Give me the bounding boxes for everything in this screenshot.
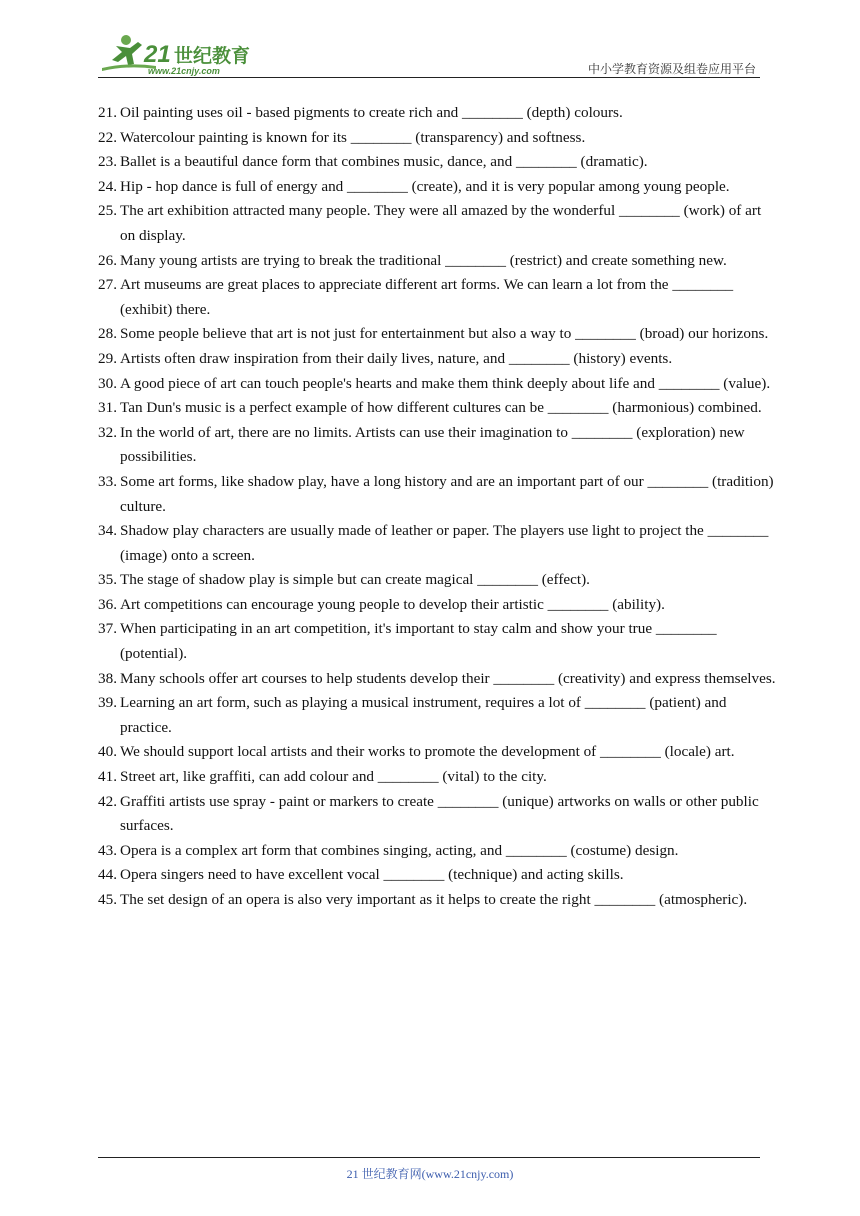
question-text: Shadow play characters are usually made of leather or paper. The players use light to project the ________ (image) onto a screen. xyxy=(120,522,769,564)
question-number: 24. xyxy=(98,177,117,195)
question-number: 29. xyxy=(98,349,117,367)
question-item xyxy=(98,150,778,175)
question-number: 25. xyxy=(98,202,117,220)
question-text: Many schools offer art courses to help students develop their ________ (creativity) and express themselves. xyxy=(120,669,776,687)
question-item xyxy=(98,396,778,421)
question-number: 34. xyxy=(98,522,117,540)
question-item xyxy=(98,175,778,200)
question-number: 23. xyxy=(98,153,117,171)
question-text: Artists often draw inspiration from their daily lives, nature, and ________ (history) events. xyxy=(120,349,673,367)
question-text: In the world of art, there are no limits. Artists can use their imagination to ________ (exploration) new possibilities. xyxy=(120,423,745,466)
question-text: Watercolour painting is known for its ________ (transparency) and softness. xyxy=(120,128,586,146)
footer-text: 21 世纪教育网(www.21cnjy.com) xyxy=(346,1167,514,1181)
question-number: 44. xyxy=(98,866,117,884)
question-item xyxy=(98,421,778,470)
question-item xyxy=(98,617,778,666)
question-text: A good piece of art can touch people's hearts and make them think deeply about life and ________ (value). xyxy=(120,374,771,392)
question-text: Some people believe that art is not just for entertainment but also a way to ________ (broad) our horizons. xyxy=(120,325,769,343)
question-text: Opera singers need to have excellent vocal ________ (technique) and acting skills. xyxy=(120,866,624,884)
question-item xyxy=(98,101,778,126)
question-item xyxy=(98,667,778,692)
question-item xyxy=(98,740,778,765)
question-number: 35. xyxy=(98,571,117,589)
question-item xyxy=(98,888,778,913)
question-text: Tan Dun's music is a perfect example of how different cultures can be ________ (harmonious) combined. xyxy=(120,399,762,417)
question-item xyxy=(98,322,778,347)
question-text: Oil painting uses oil - based pigments to create rich and ________ (depth) colours. xyxy=(120,104,623,121)
question-text: The stage of shadow play is simple but can create magical ________ (effect). xyxy=(120,571,590,589)
question-text: When participating in an art competition, it's important to stay calm and show your true ________ (potential). xyxy=(120,620,717,663)
question-text: We should support local artists and their works to promote the development of ________ (locale) art. xyxy=(120,743,735,761)
question-text: Street art, like graffiti, can add colour and ________ (vital) to the city. xyxy=(120,768,547,786)
question-text: The set design of an opera is also very important as it helps to create the right ________ (atmospheric). xyxy=(120,891,748,908)
question-number: 21. xyxy=(98,104,117,121)
question-text: Art competitions can encourage young people to develop their artistic ________ (ability). xyxy=(120,595,665,613)
svg-text:www.21cnjy.com: www.21cnjy.com xyxy=(148,66,220,76)
question-text: The art exhibition attracted many people. They were all amazed by the wonderful ________ (work) of art on display. xyxy=(120,202,762,244)
page-header xyxy=(98,28,760,78)
platform-tagline: 中小学教育资源及组卷应用平台 xyxy=(587,62,756,76)
question-number: 31. xyxy=(98,399,117,417)
question-number: 22. xyxy=(98,128,117,146)
question-number: 28. xyxy=(98,325,117,343)
footer-divider xyxy=(98,1157,760,1158)
question-item xyxy=(98,593,778,618)
question-item xyxy=(98,765,778,790)
question-text: Art museums are great places to appreciate different art forms. We can learn a lot from the ________ (exhibit) there. xyxy=(120,276,734,318)
question-number: 39. xyxy=(98,694,117,712)
question-text: Learning an art form, such as playing a musical instrument, requires a lot of ________ (patient) and practice. xyxy=(120,694,727,736)
question-number: 42. xyxy=(98,792,117,810)
question-text: Some art forms, like shadow play, have a long history and are an important part of our ________ (tradition) culture. xyxy=(120,472,774,515)
question-item xyxy=(98,126,778,151)
question-list xyxy=(98,101,778,913)
svg-text:世纪教育: 世纪教育 xyxy=(174,45,251,67)
question-item xyxy=(98,568,778,593)
question-item xyxy=(98,863,778,888)
svg-text:21: 21 xyxy=(144,41,171,68)
question-number: 27. xyxy=(98,276,117,294)
question-number: 37. xyxy=(98,620,117,638)
question-item xyxy=(98,372,778,397)
question-number: 43. xyxy=(98,841,117,859)
site-logo xyxy=(98,32,268,78)
question-item xyxy=(98,691,778,740)
question-item xyxy=(98,470,778,519)
question-item xyxy=(98,519,778,568)
question-text: Ballet is a beautiful dance form that combines music, dance, and ________ (dramatic). xyxy=(120,153,648,171)
question-item xyxy=(98,249,778,274)
question-number: 38. xyxy=(98,669,117,687)
question-text: Opera is a complex art form that combines singing, acting, and ________ (costume) design. xyxy=(120,841,679,859)
question-number: 33. xyxy=(98,472,117,490)
question-number: 36. xyxy=(98,595,117,613)
question-text: Hip - hop dance is full of energy and ________ (create), and it is very popular among young people. xyxy=(120,177,730,195)
question-text: Many young artists are trying to break the traditional ________ (restrict) and create something new. xyxy=(120,251,727,269)
question-number: 26. xyxy=(98,251,117,269)
question-item xyxy=(98,839,778,864)
question-text: Graffiti artists use spray - paint or markers to create ________ (unique) artworks on walls or other public surfaces. xyxy=(120,792,759,835)
question-item xyxy=(98,347,778,372)
question-number: 30. xyxy=(98,374,117,392)
header-divider xyxy=(98,77,760,78)
question-item xyxy=(98,790,778,839)
question-item xyxy=(98,199,778,248)
question-number: 40. xyxy=(98,743,117,761)
question-number: 45. xyxy=(98,891,117,908)
question-item xyxy=(98,273,778,322)
question-number: 32. xyxy=(98,423,117,441)
question-number: 41. xyxy=(98,768,117,786)
